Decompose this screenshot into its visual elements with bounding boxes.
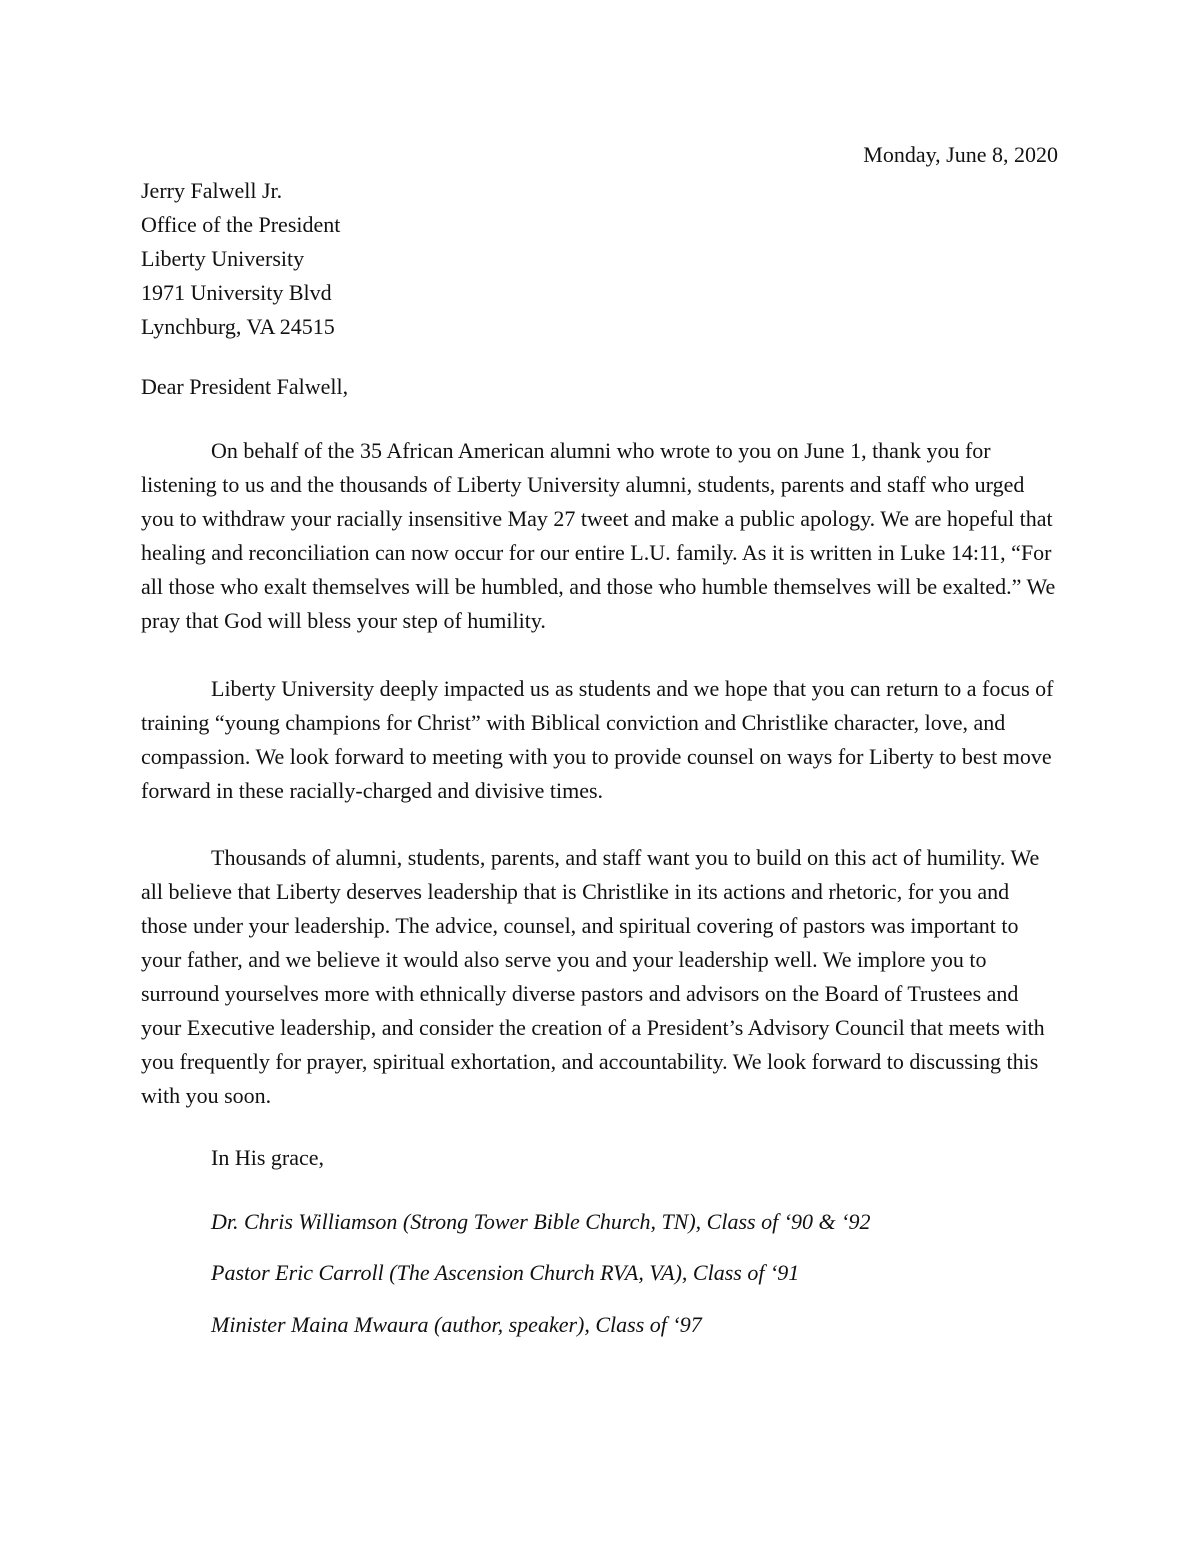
letter-date: Monday, June 8, 2020 <box>863 142 1058 167</box>
recipient-office: Office of the President <box>141 212 341 237</box>
salutation: Dear President Falwell, <box>141 374 349 399</box>
recipient-city-state-zip: Lynchburg, VA 24515 <box>141 314 335 339</box>
body-paragraph-2: Liberty University deeply impacted us as students and we hope that you can return to a focus of training “young champions for Christ” with Biblical conviction and Christlike character, love, and compassion. We look forward to meeting with you to provide counsel on ways for Liberty to best move forward in these racially-charged and divisive times. <box>141 676 1054 803</box>
recipient-organization: Liberty University <box>141 246 305 271</box>
recipient-name: Jerry Falwell Jr. <box>141 178 283 203</box>
recipient-address-block <box>141 174 340 344</box>
signatory-1: Dr. Chris Williamson (Strong Tower Bible Church, TN), Class of ‘90 & ‘92 <box>211 1209 871 1234</box>
signatory-3: Minister Maina Mwaura (author, speaker), Class of ‘97 <box>211 1312 702 1337</box>
closing: In His grace, <box>211 1145 325 1170</box>
signatory-2: Pastor Eric Carroll (The Ascension Church RVA, VA), Class of ‘91 <box>211 1260 800 1285</box>
body-paragraph-1: On behalf of the 35 African American alumni who wrote to you on June 1, thank you for listening to us and the thousands of Liberty University alumni, students, parents and staff who urged you to withdraw your racially insensitive May 27 tweet and make a public apology. We are hopeful that healing and reconciliation can now occur for our entire L.U. family. As it is written in Luke 14:11, “For all those who exalt themselves will be humbled, and those who humble themselves will be exalted.” We pray that God will bless your step of humility. <box>141 438 1056 633</box>
body-paragraph-3: Thousands of alumni, students, parents, and staff want you to build on this act of humility. We all believe that Liberty deserves leadership that is Christlike in its actions and rhetoric, for you and those under your leadership. The advice, counsel, and spiritual covering of pastors was important to your father, and we believe it would also serve you and your leadership well. We implore you to surround yourselves more with ethnically diverse pastors and advisors on the Board of Trustees and your Executive leadership, and consider the creation of a President’s Advisory Council that meets with you frequently for prayer, spiritual exhortation, and accountability. We look forward to discussing this with you soon. <box>141 845 1045 1108</box>
recipient-street: 1971 University Blvd <box>141 280 332 305</box>
